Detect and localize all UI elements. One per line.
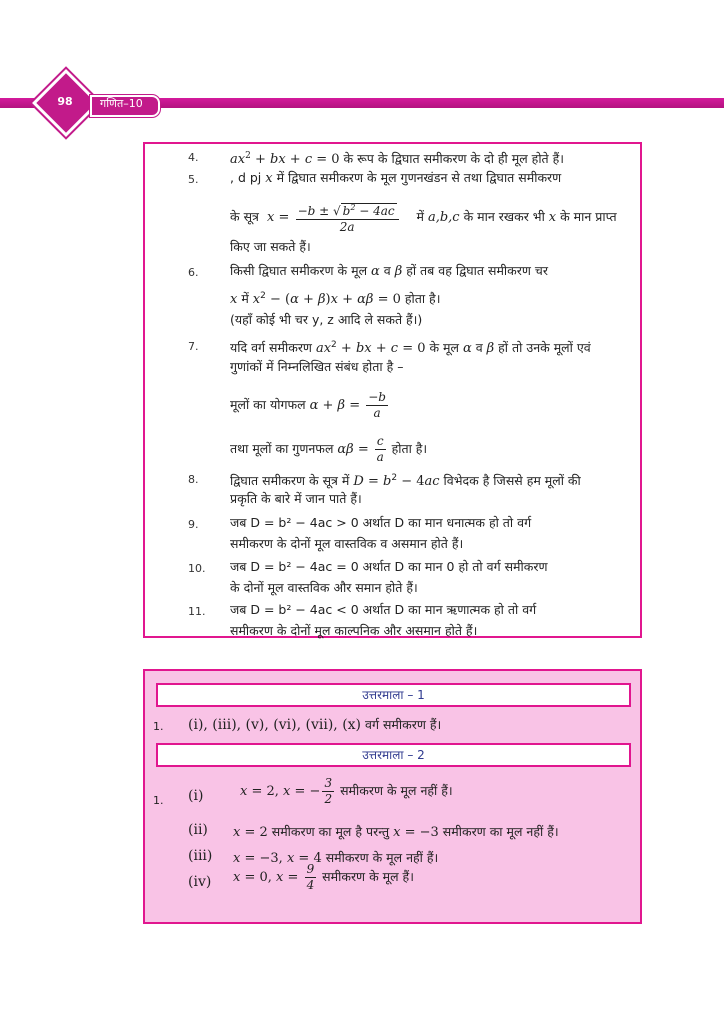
item-number: 9. — [188, 518, 199, 531]
item-9-line-2: समीकरण के दोनों मूल वास्तविक व असमान होते हैं। — [230, 536, 464, 551]
item-11-line-1: जब D = b² − 4ac < 0 अर्थात D का मान ऋणात्मक हो तो वर्ग — [230, 602, 537, 617]
item-6-line-3: (यहाँ कोई भी चर y, z आदि ले सकते हैं।) — [230, 312, 423, 327]
answer-number: 1. — [153, 794, 164, 807]
item-7-line-2: गुणांकों में निम्नलिखित संबंध होता है – — [230, 359, 404, 374]
item-8-line-1: द्विघात समीकरण के सूत्र में $D = b^2 - 4ac$ विभेदक है जिससे हम मूलों की — [230, 473, 581, 490]
item-4-line: $ax^2$ + bx + c = 0 के रूप के द्विघात समीकरण के दो ही मूल होते हैं। — [230, 151, 565, 168]
part-label: (i) — [188, 788, 204, 804]
item-11-line-2: समीकरण के दोनों मूल काल्पनिक और असमान होते हैं। — [230, 623, 478, 638]
item-number: 6. — [188, 266, 199, 279]
fraction: $\frac{3}{2}$ — [324, 776, 333, 806]
answer-2-iii: x = −3, x = 4 समीकरण के मूल नहीं हैं। — [233, 850, 439, 866]
book-title: गणित–10 — [100, 97, 143, 110]
item-8-line-2: प्रकृति के बारे में जान पाते हैं। — [230, 491, 362, 506]
item-number: 11. — [188, 605, 206, 618]
item-9-line-1: जब D = b² − 4ac > 0 अर्थात D का मान धनात्मक हो तो वर्ग — [230, 515, 532, 530]
item-number: 5. — [188, 173, 199, 186]
answer-number: 1. — [153, 720, 164, 733]
part-label: (ii) — [188, 822, 208, 838]
answers-heading-1: उत्तरमाला – 1 — [156, 683, 631, 707]
answers-heading-2: उत्तरमाला – 2 — [156, 743, 631, 767]
item-number: 4. — [188, 151, 199, 164]
quadratic-formula: $\frac{-b \pm √ b^2 - 4ac}{2a}$ — [296, 200, 399, 235]
page-number: 98 — [57, 95, 73, 108]
item-5-formula-line: के सूत्र x = $\frac{-b \pm √ b^2 - 4ac}{2a}$ में a,b,c के मान रखकर भी x के मान प्राप्त — [230, 200, 617, 235]
answer-2-i: x = 2, x = − $\frac{3}{2}$ समीकरण के मूल नहीं हैं। — [240, 776, 453, 806]
item-7-line-1: यदि वर्ग समीकरण $ax^2$ + bx + c = 0 के मूल α व β हों तो उनके मूलों एवं — [230, 340, 591, 357]
item-number: 8. — [188, 473, 199, 486]
item-6-line-1: किसी द्विघात समीकरण के मूल α व β हों तब वह द्विघात समीकरण चर — [230, 263, 548, 279]
part-label: (iv) — [188, 874, 212, 890]
fraction: $\frac{9}{4}$ — [306, 862, 315, 892]
part-label: (iii) — [188, 848, 213, 864]
product-fraction: $\frac{c}{a}$ — [376, 434, 384, 464]
answer-1-text: (i), (iii), (v), (vi), (vii), (x) वर्ग समीकरण हैं। — [188, 717, 442, 733]
item-7-product-line: तथा मूलों का गुणनफल αβ = $\frac{c}{a}$ होता है। — [230, 434, 428, 464]
item-6-line-2: x में $x^2 - (\alpha + \beta)x + \alpha\beta = 0$ होता है। — [230, 291, 441, 308]
item-7-sum-line: मूलों का योगफल α + β = $\frac{-b}{a}$ — [230, 390, 386, 420]
answer-2-ii: x = 2 समीकरण का मूल है परन्तु x = −3 समीकरण का मूल नहीं हैं। — [233, 824, 559, 840]
answer-2-iv: x = 0, x = $\frac{9}{4}$ समीकरण के मूल हैं। — [233, 862, 414, 892]
item-number: 10. — [188, 562, 206, 575]
item-10-line-1: जब D = b² − 4ac = 0 अर्थात D का मान 0 हो तो वर्ग समीकरण — [230, 559, 548, 574]
sum-fraction: $\frac{-b}{a}$ — [368, 390, 386, 420]
item-5-line-1: , d pj x में द्विघात समीकरण के मूल गुणनखंडन से तथा द्विघात समीकरण — [230, 170, 562, 186]
item-number: 7. — [188, 340, 199, 353]
formula-prefix: के सूत्र — [230, 209, 259, 224]
item-10-line-2: के दोनों मूल वास्तविक और समान होते हैं। — [230, 580, 418, 595]
item-5-line-3: किए जा सकते हैं। — [230, 239, 311, 254]
